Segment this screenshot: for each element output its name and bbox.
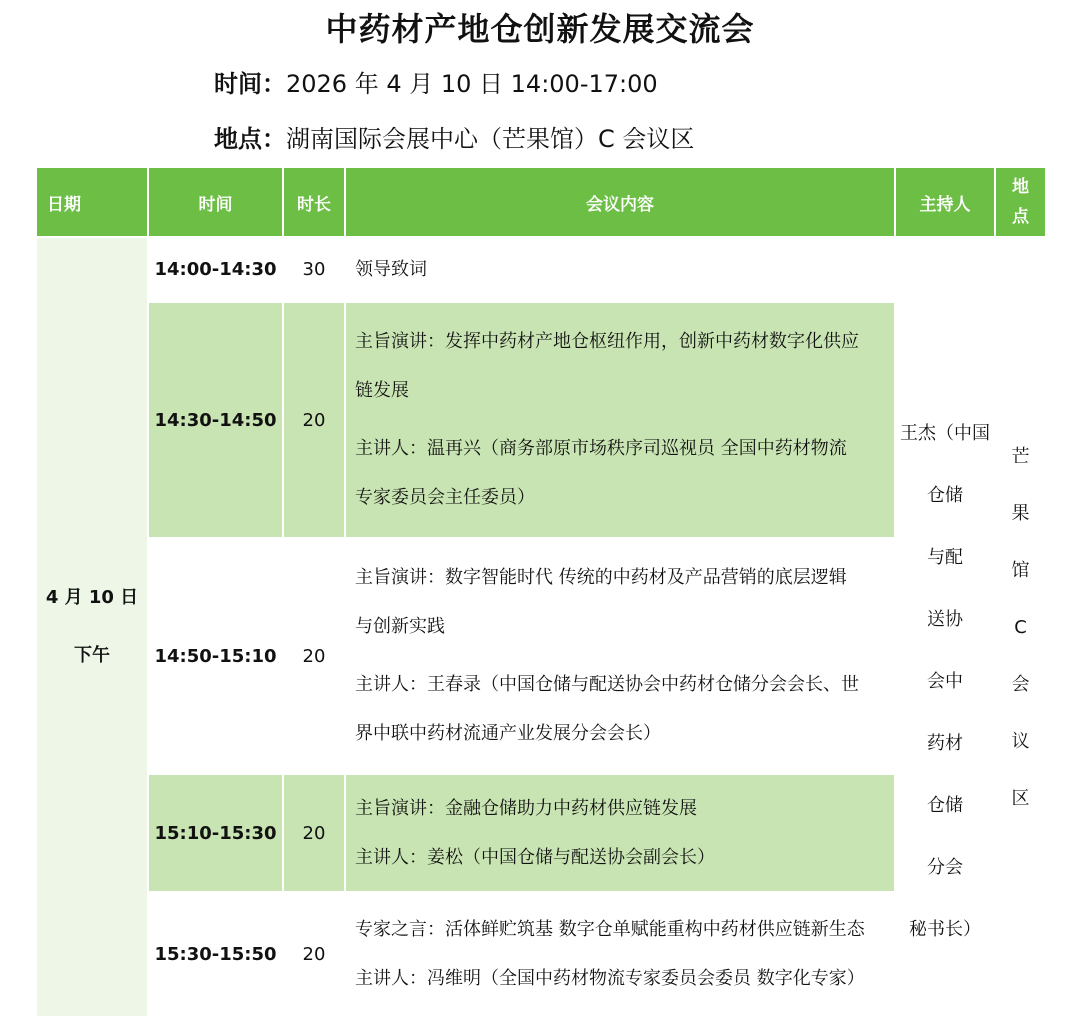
row-duration: 20 <box>283 302 345 538</box>
place-line: C <box>1014 616 1027 638</box>
content-line: 主旨演讲：金融仓储助力中药材供应链发展 <box>355 797 697 819</box>
row-content <box>345 237 895 302</box>
content-line: 主讲人：姜松（中国仓储与配送协会副会长） <box>355 846 715 868</box>
content-line: 领导致词 <box>355 258 427 280</box>
host-line: 秘书长） <box>909 919 981 940</box>
content-line: 主讲人：温再兴（商务部原市场秩序司巡视员 全国中药材物流 <box>355 438 847 459</box>
table-row <box>36 302 1046 538</box>
agenda-table <box>35 166 1047 1018</box>
header-place <box>995 167 1046 237</box>
row-content <box>345 774 895 892</box>
place-line: 会 <box>1011 673 1030 695</box>
page-title: 中药材产地仓创新发展交流会 <box>325 10 755 48</box>
time-value: 2026 年 4 月 10 日 14:00-17:00 <box>286 70 658 98</box>
place-cell <box>995 237 1046 1017</box>
content-line: 链发展 <box>355 380 409 401</box>
row-content <box>345 302 895 538</box>
table-row <box>36 538 1046 774</box>
host-line: 分会 <box>927 857 963 878</box>
table-row <box>36 237 1046 302</box>
header-place-line2: 点 <box>1012 207 1029 227</box>
row-time: 14:00-14:30 <box>148 237 283 302</box>
time-label: 时间： <box>214 70 286 98</box>
row-duration: 20 <box>283 538 345 774</box>
header-place-line1: 地 <box>1012 177 1029 197</box>
meeting-place <box>214 119 694 154</box>
date-line2: 下午 <box>74 645 110 666</box>
host-cell <box>895 237 995 1017</box>
content-line: 主旨演讲：数字智能时代 传统的中药材及产品营销的底层逻辑 <box>355 567 847 588</box>
table-row <box>36 892 1046 1017</box>
host-line: 送协 <box>927 609 963 630</box>
place-line: 芒 <box>1011 445 1030 467</box>
content-line: 专家之言：活体鲜贮筑基 数字仓单赋能重构中药材供应链新生态 <box>355 919 865 940</box>
host-line: 药材 <box>927 733 963 754</box>
date-cell <box>36 237 148 1017</box>
row-duration: 20 <box>283 774 345 892</box>
row-content <box>345 538 895 774</box>
row-content <box>345 892 895 1017</box>
content-line: 主讲人：王春录（中国仓储与配送协会中药材仓储分会会长、世 <box>355 674 859 695</box>
meeting-time <box>214 64 658 99</box>
content-line: 专家委员会主任委员） <box>355 487 535 508</box>
host-line: 会中 <box>927 671 963 692</box>
header-date: 日期 <box>36 167 148 237</box>
host-line: 王杰（中国 <box>900 423 990 444</box>
place-line: 议 <box>1011 730 1030 752</box>
row-duration: 30 <box>283 237 345 302</box>
date-line1: 4 月 10 日 <box>45 587 139 608</box>
place-line: 馆 <box>1011 559 1030 581</box>
content-line: 界中联中药材流通产业发展分会会长） <box>355 723 661 744</box>
header-content: 会议内容 <box>345 167 895 237</box>
row-time: 14:30-14:50 <box>148 302 283 538</box>
table-row <box>36 774 1046 892</box>
place-label: 地点： <box>214 125 286 153</box>
row-duration: 20 <box>283 892 345 1017</box>
row-time: 15:30-15:50 <box>148 892 283 1017</box>
row-time: 15:10-15:30 <box>148 774 283 892</box>
host-line: 仓储 <box>927 485 963 506</box>
header-time: 时间 <box>148 167 283 237</box>
place-value: 湖南国际会展中心（芒果馆）C 会议区 <box>286 125 695 153</box>
header-duration: 时长 <box>283 167 345 237</box>
place-line: 果 <box>1011 502 1030 524</box>
place-line: 区 <box>1011 787 1030 809</box>
content-line: 主旨演讲：发挥中药材产地仓枢纽作用，创新中药材数字化供应 <box>355 331 859 352</box>
content-line: 主讲人：冯维明（全国中药材物流专家委员会委员 数字化专家） <box>355 968 865 989</box>
content-line: 与创新实践 <box>355 616 445 637</box>
host-line: 与配 <box>927 547 963 568</box>
row-time: 14:50-15:10 <box>148 538 283 774</box>
header-host: 主持人 <box>895 167 995 237</box>
host-line: 仓储 <box>927 795 963 816</box>
table-header-row <box>36 167 1046 237</box>
